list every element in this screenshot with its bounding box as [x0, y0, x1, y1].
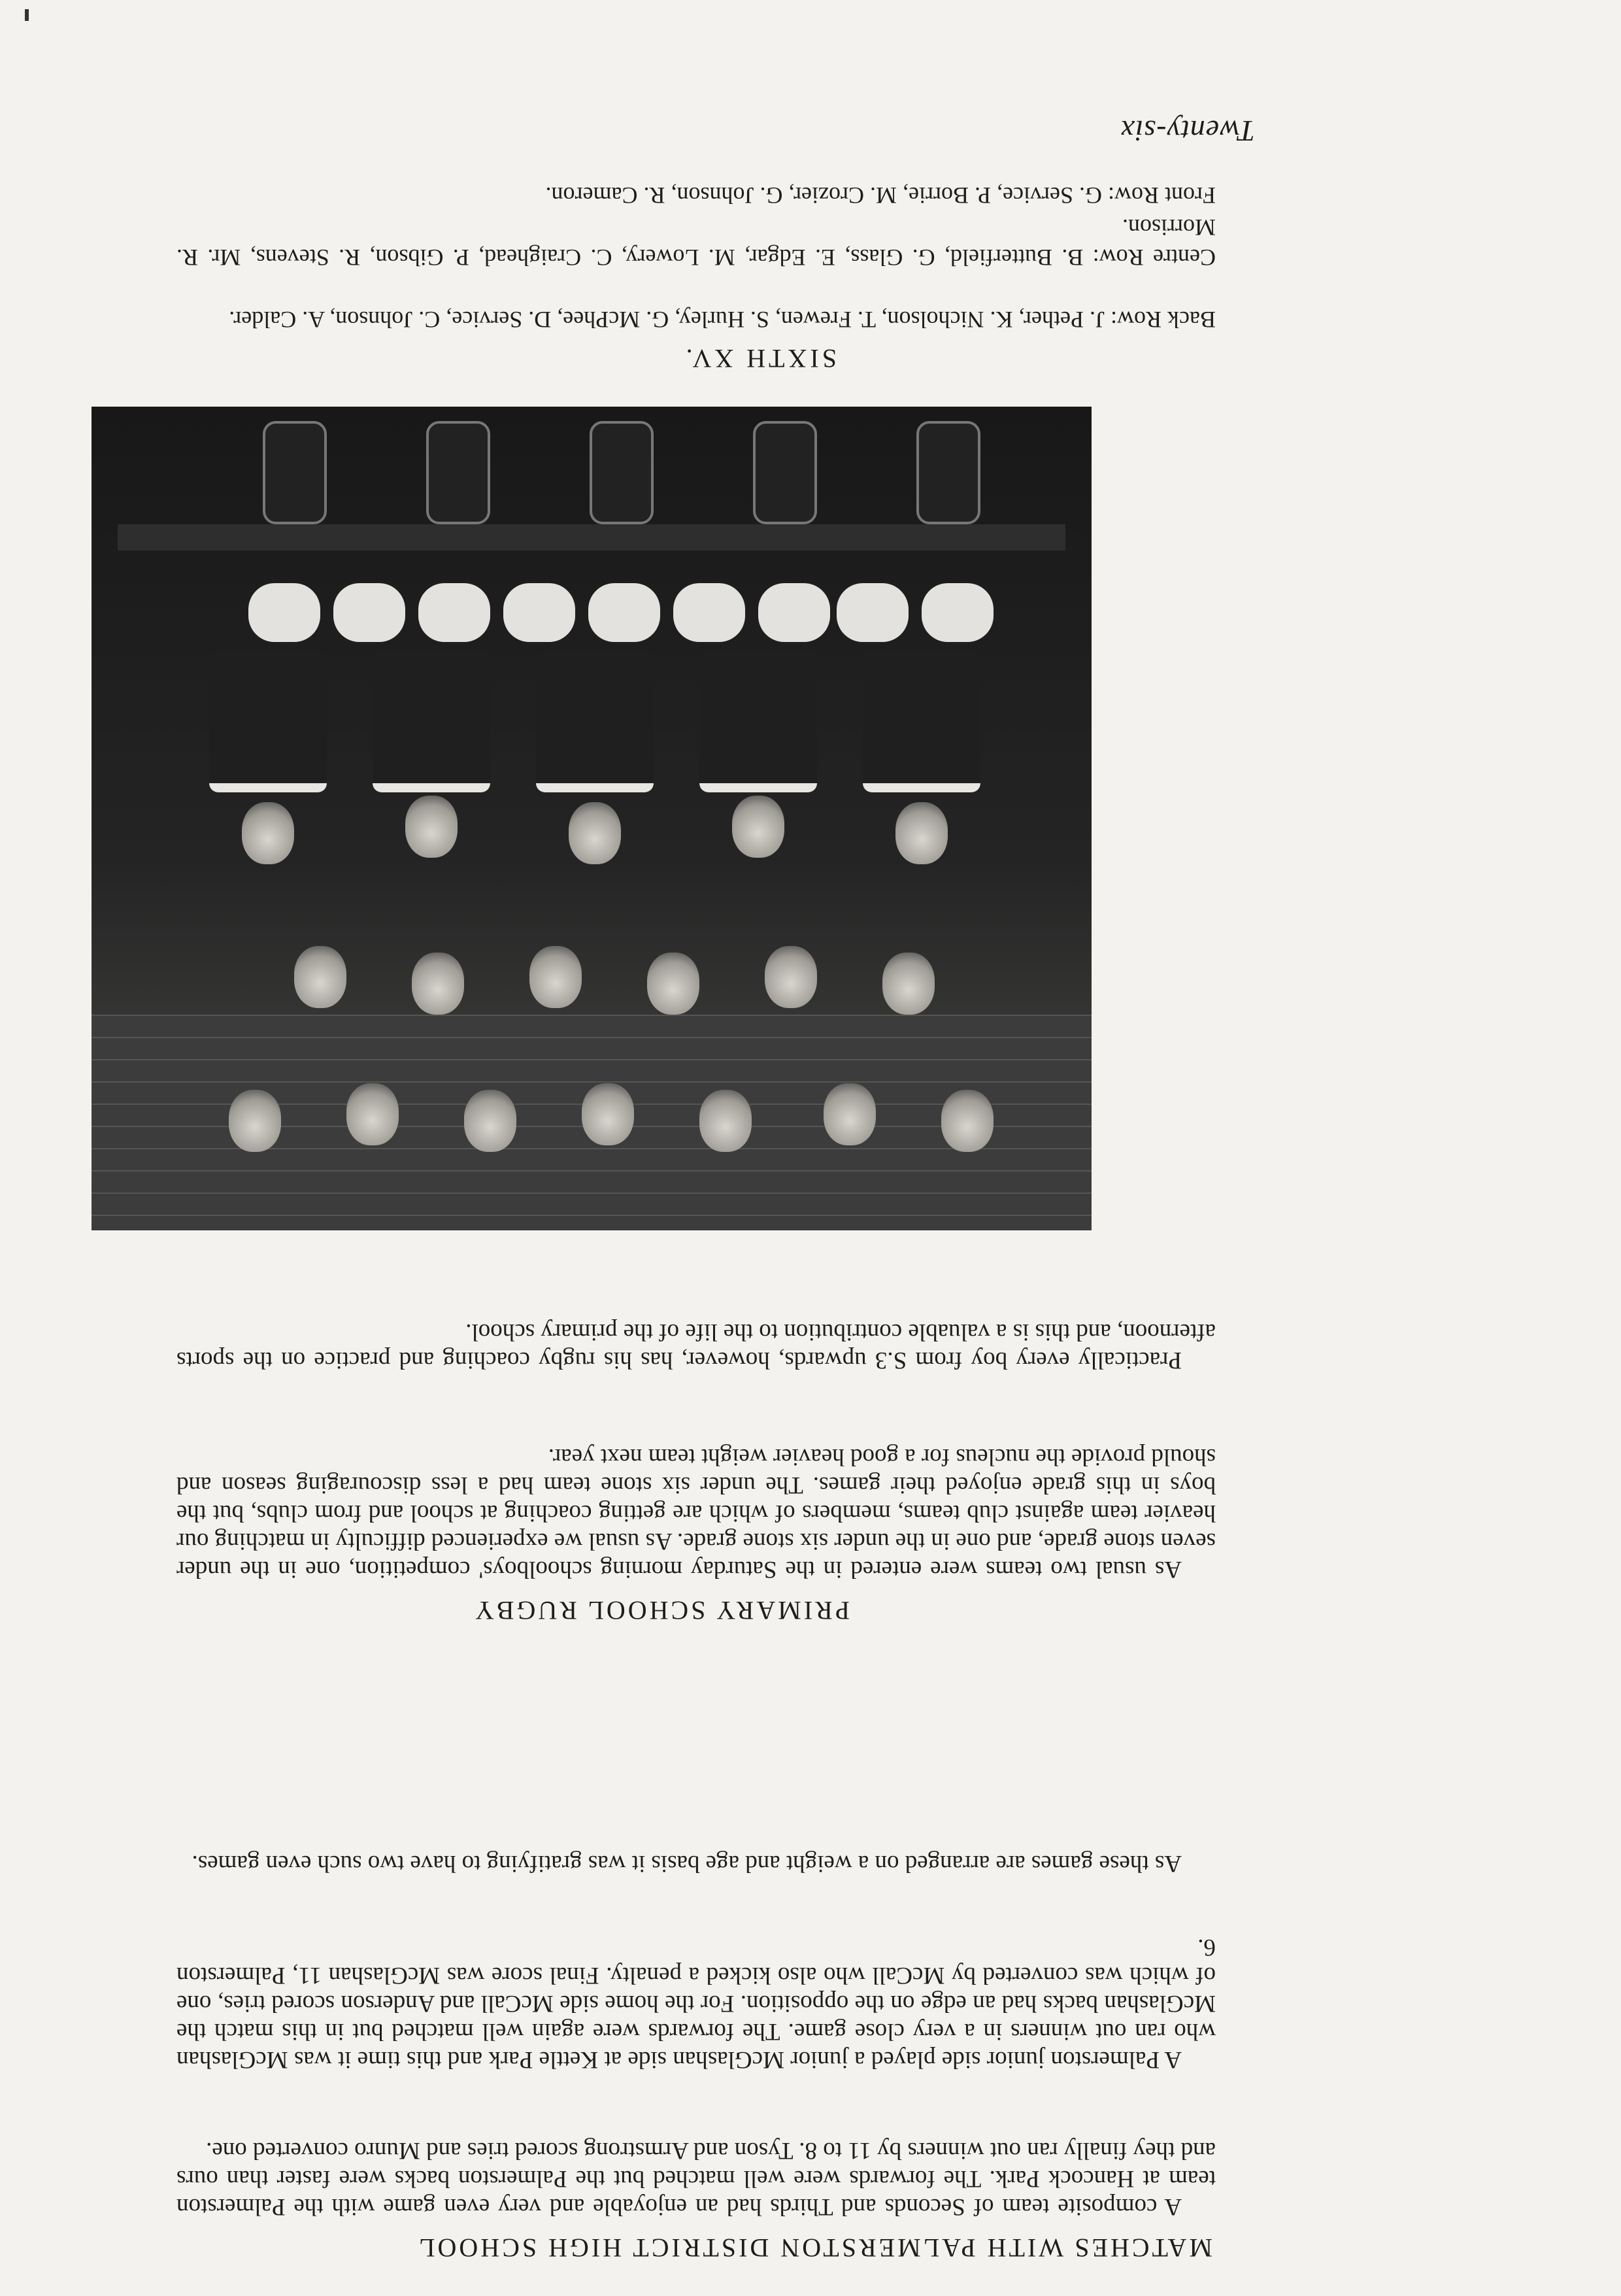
player-knees	[588, 583, 660, 642]
team-photograph	[92, 407, 1092, 1230]
scan-mark	[25, 9, 29, 21]
primary-rugby-paragraph-2: Practically every boy from S.3 upwards, however, has his rugby coaching and practice on the sports afternoon, and this is a valuable contribution to the life of the primary school.	[176, 1319, 1216, 1374]
player-head	[647, 953, 699, 1015]
player-jersey	[373, 652, 490, 792]
player-head	[895, 802, 948, 864]
primary-rugby-paragraph-1: As usual two teams were entered in the Saturday morning schoolboys' competition, one in the under seven stone grade, and one in the under six stone grade. As usual we experienced difficulty in matching our heavier team against club teams, members of which are getting coaching at school and from clubs, but the boys in this grade enjoyed their games. The under six stone team had a less discouraging season and should provide the nucleus for a good heavier weight team next year.	[176, 1443, 1216, 1583]
caption-centre-row: Centre Row: B. Butterfield, G. Glass, E. Edgar, M. Lowery, C. Craighead, P. Gibson, R. Stevens, Mr. R. Morrison.	[176, 214, 1216, 271]
player-knees	[837, 583, 909, 642]
player-knees	[758, 583, 830, 642]
player-head	[824, 1083, 876, 1145]
player-knees	[922, 583, 994, 642]
player-jersey	[536, 652, 654, 792]
page-number: Twenty-six	[1120, 114, 1255, 148]
player-head	[699, 1090, 752, 1152]
player-boot	[263, 421, 327, 524]
player-boot	[753, 421, 817, 524]
player-head	[464, 1090, 516, 1152]
player-head	[569, 802, 621, 864]
player-head	[882, 953, 935, 1015]
player-knees	[248, 583, 320, 642]
section-heading-palmerston: MATCHES WITH PALMERSTON DISTRICT HIGH SCHOOL	[416, 2233, 1212, 2263]
player-head	[294, 946, 346, 1008]
bench	[118, 524, 1065, 550]
player-head	[941, 1090, 994, 1152]
player-head	[346, 1083, 399, 1145]
player-head	[765, 946, 817, 1008]
player-knees	[673, 583, 745, 642]
player-knees	[333, 583, 405, 642]
player-head	[242, 802, 294, 864]
player-knees	[418, 583, 490, 642]
player-jersey	[699, 652, 817, 792]
player-head	[582, 1083, 634, 1145]
caption-front-row: Front Row: G. Service, P. Borrie, M. Crozier, G. Johnson, R. Cameron.	[545, 182, 1216, 209]
player-head	[229, 1090, 281, 1152]
player-head	[405, 796, 458, 858]
player-boot	[426, 421, 490, 524]
photo-caption-title: SIXTH XV.	[682, 344, 837, 373]
caption-back-row: Back Row: J. Pether, K. Nicholson, T. Frewen, S. Hurley, G. McPhee, D. Service, C. Johnson, A. Calder.	[229, 307, 1216, 333]
palmerston-paragraph-2: A Palmerston junior side played a junior McGlashan side at Kettle Park and this time it was McGlashan who ran out winners in a very close game. The forwards were again well matched but in this match the McGlashan backs had an edge on the opposition. For the home side McCall and Anderson scored tries, one of which was converted by McCall who also kicked a penalty. Final score was McGlashan 11, Palmerston 6.	[176, 1934, 1216, 2073]
player-boot	[916, 421, 980, 524]
player-knees	[503, 583, 575, 642]
palmerston-paragraph-1: A composite team of Seconds and Thirds had an enjoyable and very even game with the Palmerston team at Hancock Park. The forwards were well matched but the Palmerston backs were faster than ours and they finally ran out winners by 11 to 8. Tyson and Armstrong scored tries and Munro converted one.	[176, 2137, 1216, 2220]
player-head	[412, 953, 464, 1015]
player-jersey	[209, 652, 327, 792]
player-jersey	[863, 652, 980, 792]
player-boot	[590, 421, 654, 524]
palmerston-paragraph-3: As these games are arranged on a weight and age basis it was gratifying to have two such even games.	[192, 1850, 1182, 1877]
section-heading-primary-rugby: PRIMARY SCHOOL RUGBY	[472, 1596, 850, 1625]
player-head	[732, 796, 784, 858]
player-head	[529, 946, 582, 1008]
